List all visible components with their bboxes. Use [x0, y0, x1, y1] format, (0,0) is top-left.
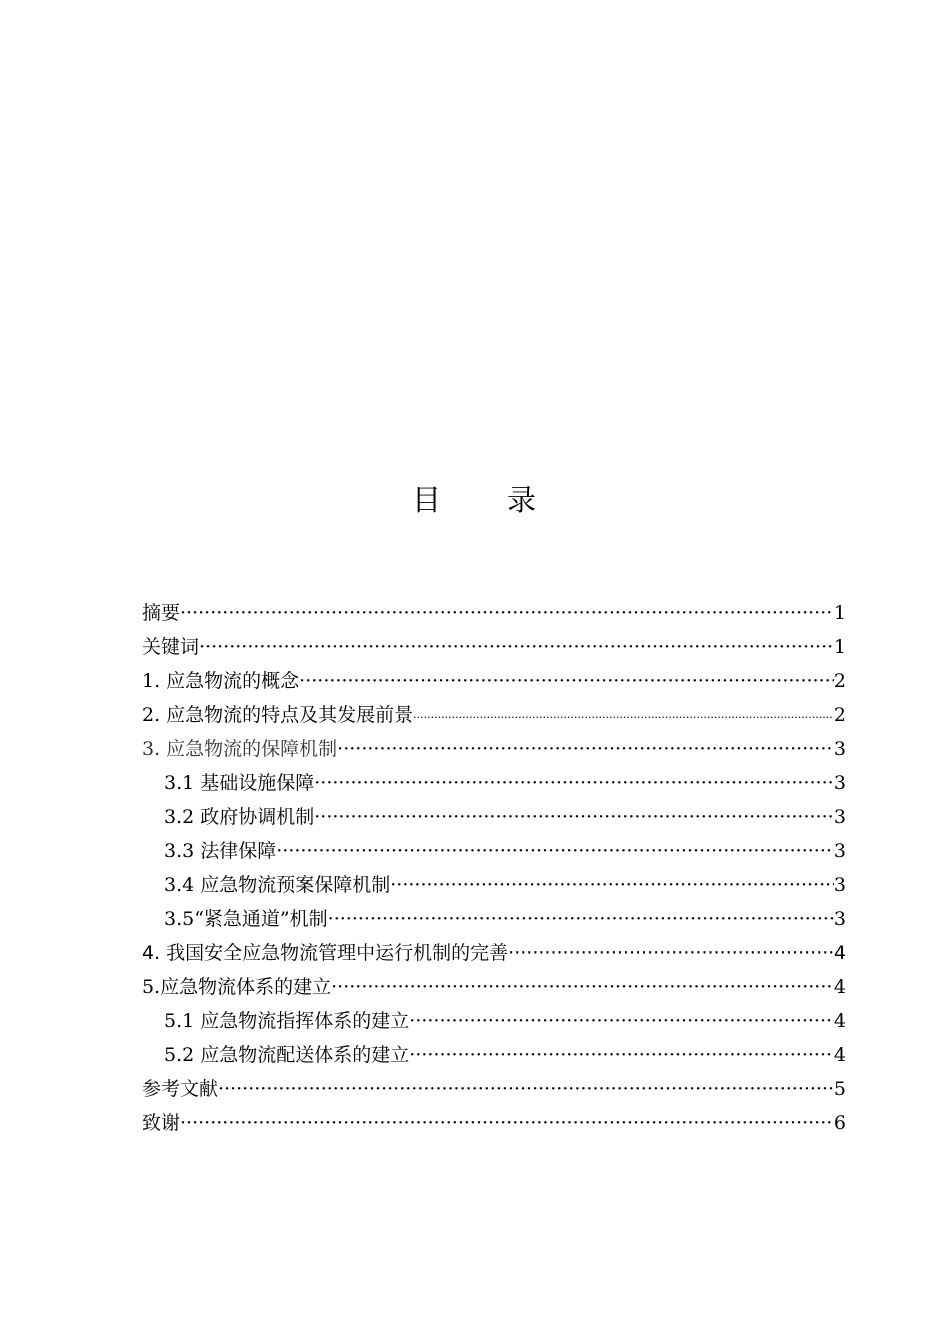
toc-entry-label: 关键词: [142, 636, 200, 658]
toc-subentry[interactable]: [142, 902, 846, 936]
toc-leader-dots: [276, 834, 834, 868]
toc-entry-label: 3.1 基础设施保障: [164, 772, 315, 794]
toc-title-char-1: 目: [411, 483, 443, 517]
toc-leader-dots: [409, 1004, 834, 1038]
toc-entry-page: 4: [833, 1010, 846, 1032]
toc-subentry[interactable]: [142, 766, 846, 800]
toc-entry-label: 5.1 应急物流指挥体系的建立: [164, 1010, 410, 1032]
toc-entry[interactable]: [142, 970, 846, 1004]
toc-entry[interactable]: [142, 1106, 846, 1140]
toc-subentry[interactable]: [142, 1004, 846, 1038]
toc-entry-label: 致谢: [142, 1112, 181, 1134]
toc-title-char-2: 录: [507, 483, 539, 517]
toc-entry[interactable]: [142, 732, 846, 766]
toc-entry-label: 1. 应急物流的概念: [142, 670, 300, 692]
toc-entry-page: 3: [833, 772, 846, 794]
toc-entry-page: 3: [833, 806, 846, 828]
toc-entry-label: 3.4 应急物流预案保障机制: [164, 874, 391, 896]
toc-entry-label: 参考文献: [142, 1078, 219, 1100]
toc-entry-label: 4. 我国安全应急物流管理中运行机制的完善: [142, 942, 509, 964]
toc-leader-dots: [413, 701, 834, 735]
toc-entry-page: 5: [833, 1078, 846, 1100]
toc-subentry[interactable]: [142, 868, 846, 902]
toc-leader-dots: [508, 936, 834, 970]
toc-entry-label: 5.2 应急物流配送体系的建立: [164, 1044, 410, 1066]
toc-leader-dots: [390, 868, 834, 902]
toc-leader-dots: [409, 1038, 834, 1072]
toc-entry-page: 4: [833, 976, 846, 998]
toc-entry-page: 4: [833, 942, 846, 964]
toc-entry[interactable]: [142, 664, 846, 698]
toc-leader-dots: [314, 800, 834, 834]
toc-entry-label: 2. 应急物流的特点及其发展前景: [142, 704, 414, 726]
toc-entry-label: 3.2 政府协调机制: [164, 806, 315, 828]
toc-leader-dots: [199, 630, 834, 664]
toc-leader-dots: [328, 902, 834, 936]
toc-entry-page: 2: [833, 704, 846, 726]
toc-leader-dots: [218, 1072, 834, 1106]
toc-entry-label: 摘要: [142, 602, 181, 624]
toc-leader-dots: [331, 970, 834, 1004]
toc-subentry[interactable]: [142, 834, 846, 868]
toc-subentry[interactable]: [142, 1038, 846, 1072]
toc-entry-page: 2: [833, 670, 846, 692]
toc-leader-dots: [314, 766, 834, 800]
toc-entry-label: 3. 应急物流的保障机制: [142, 738, 338, 760]
toc-entry-page: 3: [833, 874, 846, 896]
toc-entry-page: 6: [833, 1112, 846, 1134]
toc-subentry[interactable]: [142, 800, 846, 834]
toc-entry-label: 3.5“紧急通道”机制: [164, 908, 328, 930]
toc-entry-page: 4: [833, 1044, 846, 1066]
toc-entry-label: 5.应急物流体系的建立: [142, 976, 332, 998]
toc-entry-page: 1: [833, 602, 846, 624]
toc-entry[interactable]: [142, 1072, 846, 1106]
toc-entry-page: 3: [833, 908, 846, 930]
toc-leader-dots: [180, 1106, 834, 1140]
table-of-contents: [142, 596, 846, 1140]
toc-entry-page: 3: [833, 738, 846, 760]
toc-leader-dots: [299, 664, 834, 698]
toc-title: [0, 478, 950, 519]
toc-entry[interactable]: [142, 596, 846, 630]
toc-entry-label: 3.3 法律保障: [164, 840, 277, 862]
toc-entry[interactable]: [142, 936, 846, 970]
toc-leader-dots: [180, 596, 834, 630]
toc-entry-page: 3: [833, 840, 846, 862]
toc-entry-page: 1: [833, 636, 846, 658]
toc-leader-dots: [337, 732, 834, 766]
toc-entry[interactable]: [142, 630, 846, 664]
toc-entry[interactable]: [142, 698, 846, 732]
